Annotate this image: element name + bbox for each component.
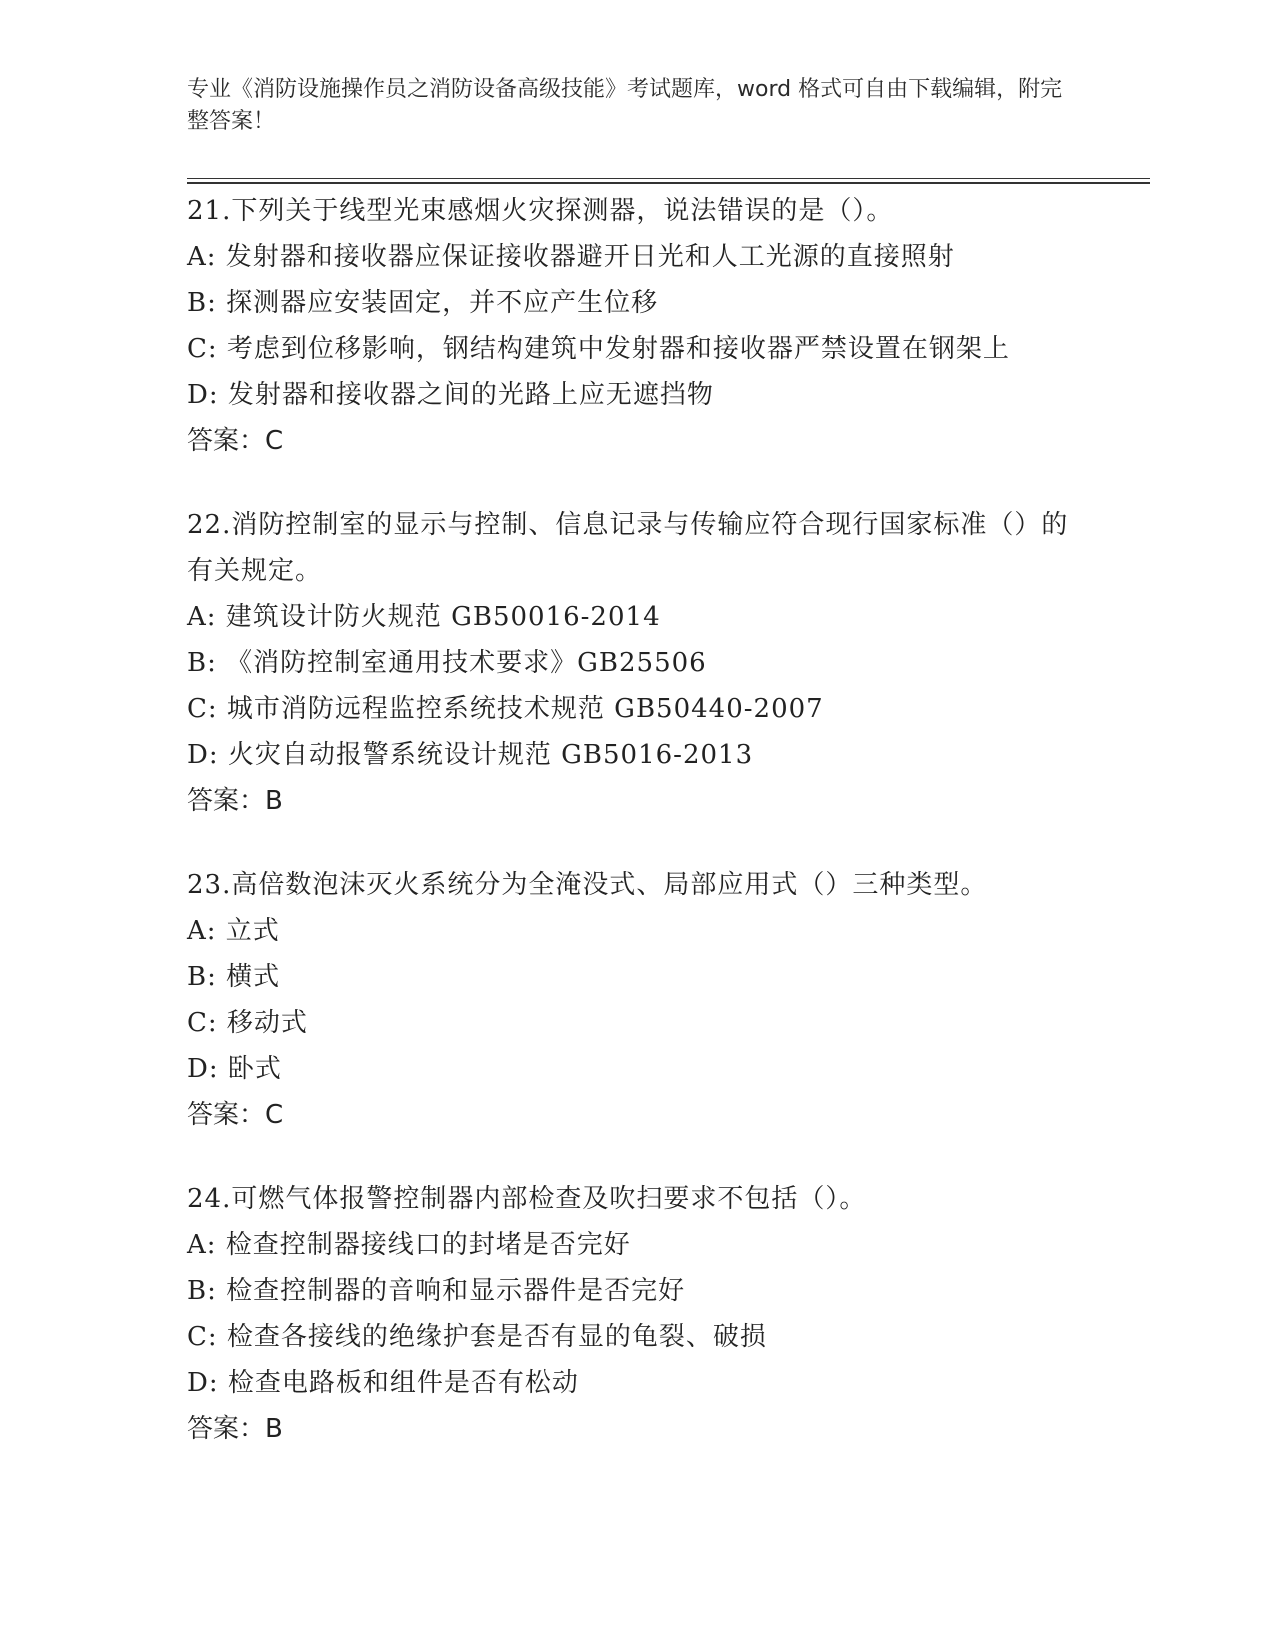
option-c: C: 移动式 — [187, 1008, 308, 1038]
question-stem: 24.可燃气体报警控制器内部检查及吹扫要求不包括（）。 — [187, 1184, 867, 1214]
answer-line: 答案：C — [187, 426, 284, 456]
option-b: B: 横式 — [187, 962, 281, 992]
option-d: D: 火灾自动报警系统设计规范 GB5016-2013 — [187, 740, 754, 770]
document-header: 专业《消防设施操作员之消防设备高级技能》考试题库，word 格式可自由下载编辑，附完整答案！ — [187, 77, 1063, 134]
option-b: B: 检查控制器的音响和显示器件是否完好 — [187, 1276, 686, 1306]
option-a: A: 建筑设计防火规范 GB50016-2014 — [187, 602, 661, 632]
option-c: C: 考虑到位移影响，钢结构建筑中发射器和接收器严禁设置在钢架上 — [187, 334, 1010, 364]
option-a: A: 立式 — [187, 916, 280, 946]
option-c: C: 城市消防远程监控系统技术规范 GB50440-2007 — [187, 694, 824, 724]
option-d: D: 卧式 — [187, 1054, 282, 1084]
question-23 — [187, 862, 1087, 1138]
question-21 — [187, 188, 1087, 464]
header-divider-thin — [187, 178, 1150, 179]
option-b: B: 探测器应安装固定，并不应产生位移 — [187, 288, 659, 318]
option-a: A: 发射器和接收器应保证接收器避开日光和人工光源的直接照射 — [187, 242, 955, 272]
option-c: C: 检查各接线的绝缘护套是否有显的龟裂、破损 — [187, 1322, 767, 1352]
answer-line: 答案：B — [187, 1414, 283, 1444]
option-d: D: 检查电路板和组件是否有松动 — [187, 1368, 579, 1398]
question-list — [187, 188, 1087, 1490]
answer-line: 答案：C — [187, 1100, 284, 1130]
answer-line: 答案：B — [187, 786, 283, 816]
question-stem: 21.下列关于线型光束感烟火灾探测器，说法错误的是（）。 — [187, 196, 894, 226]
question-stem: 22.消防控制室的显示与控制、信息记录与传输应符合现行国家标准（）的有关规定。 — [187, 510, 1069, 586]
option-a: A: 检查控制器接线口的封堵是否完好 — [187, 1230, 631, 1260]
question-24 — [187, 1176, 1087, 1452]
question-stem: 23.高倍数泡沫灭火系统分为全淹没式、局部应用式（）三种类型。 — [187, 870, 988, 900]
header-divider-thick — [187, 182, 1150, 184]
option-d: D: 发射器和接收器之间的光路上应无遮挡物 — [187, 380, 714, 410]
question-22 — [187, 502, 1087, 824]
option-b: B: 《消防控制室通用技术要求》GB25506 — [187, 648, 707, 678]
